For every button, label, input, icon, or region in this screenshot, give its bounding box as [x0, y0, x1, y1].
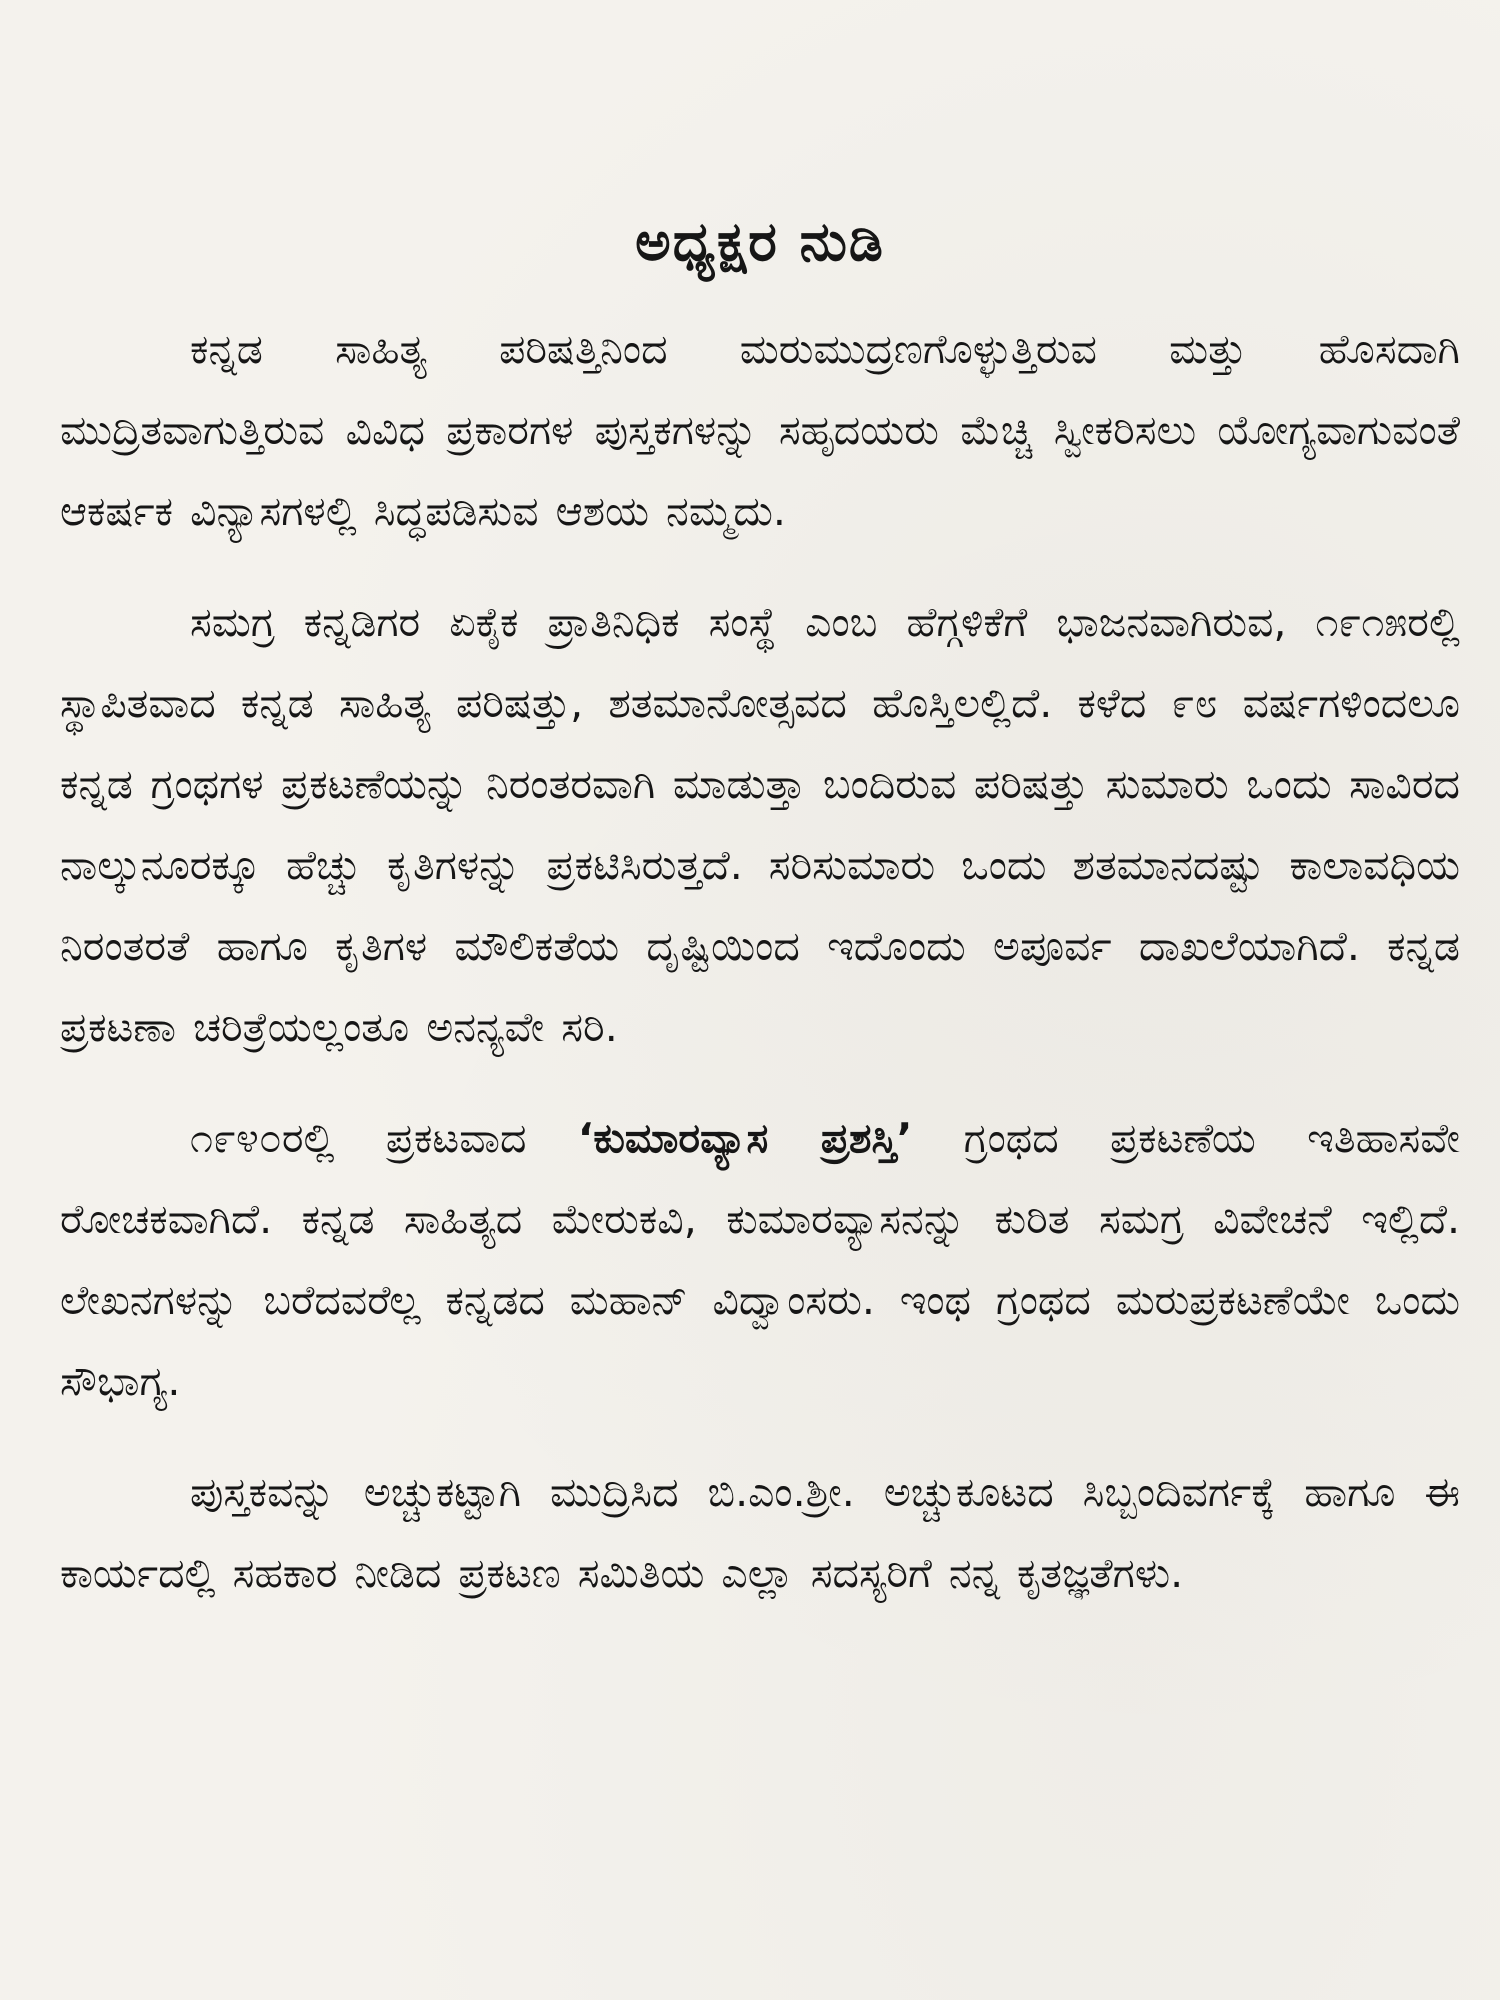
paragraph-2: ಸಮಗ್ರ ಕನ್ನಡಿಗರ ಏಕೈಕ ಪ್ರಾತಿನಿಧಿಕ ಸಂಸ್ಥೆ ಎಂಬ ಹೆಗ್ಗಳಿಕೆಗೆ ಭಾಜನವಾಗಿರುವ, ೧೯೧೫ರಲ್ಲಿ ಸ್ಥಾಪಿತವಾದ ಕನ್ನಡ ಸಾಹಿತ್ಯ ಪರಿಷತ್ತು, ಶತಮಾನೋತ್ಸವದ ಹೊಸ್ತಿಲಲ್ಲಿದೆ. ಕಳೆದ ೯೮ ವರ್ಷಗಳಿಂದಲೂ ಕನ್ನಡ ಗ್ರಂಥಗಳ ಪ್ರಕಟಣೆಯನ್ನು ನಿರಂತರವಾಗಿ ಮಾಡುತ್ತಾ ಬಂದಿರುವ ಪರಿಷತ್ತು ಸುಮಾರು ಒಂದು ಸಾವಿರದ ನಾಲ್ಕುನೂರಕ್ಕೂ ಹೆಚ್ಚು ಕೃತಿಗಳನ್ನು ಪ್ರಕಟಿಸಿರುತ್ತದೆ. ಸರಿಸುಮಾರು ಒಂದು ಶತಮಾನದಷ್ಟು ಕಾಲಾವಧಿಯ ನಿರಂತರತೆ ಹಾಗೂ ಕೃತಿಗಳ ಮೌಲಿಕತೆಯ ದೃಷ್ಟಿಯಿಂದ ಇದೊಂದು ಅಪೂರ್ವ ದಾಖಲೆಯಾಗಿದೆ. ಕನ್ನಡ ಪ್ರಕಟಣಾ ಚರಿತ್ರೆಯಲ್ಲಂತೂ ಅನನ್ಯವೇ ಸರಿ.: [60, 597, 1460, 1051]
paragraph-3-lead: ೧೯೪೦ರಲ್ಲಿ ಪ್ರಕಟವಾದ: [190, 1113, 578, 1162]
paragraph-3: [60, 1098, 1460, 1422]
paragraph-3-rest: ಗ್ರಂಥದ ಪ್ರಕಟಣೆಯ ಇತಿಹಾಸವೇ ರೋಚಕವಾಗಿದೆ. ಕನ್ನಡ ಸಾಹಿತ್ಯದ ಮೇರುಕವಿ, ಕುಮಾರವ್ಯಾಸನನ್ನು ಕುರಿತ ಸಮಗ್ರ ವಿವೇಚನೆ ಇಲ್ಲಿದೆ. ಲೇಖನಗಳನ್ನು ಬರೆದವರೆಲ್ಲ ಕನ್ನಡದ ಮಹಾನ್ ವಿದ್ವಾಂಸರು. ಇಂಥ ಗ್ರಂಥದ ಮರುಪ್ರಕಟಣೆಯೇ ಒಂದು ಸೌಭಾಗ್ಯ.: [60, 1113, 1460, 1405]
page-title: ಅಧ್ಯಕ್ಷರ ನುಡಿ: [635, 210, 885, 273]
paragraph-1: ಕನ್ನಡ ಸಾಹಿತ್ಯ ಪರಿಷತ್ತಿನಿಂದ ಮರುಮುದ್ರಣಗೊಳ್ಳುತ್ತಿರುವ ಮತ್ತು ಹೊಸದಾಗಿ ಮುದ್ರಿತವಾಗುತ್ತಿರುವ ವಿವಿಧ ಪ್ರಕಾರಗಳ ಪುಸ್ತಕಗಳನ್ನು ಸಹೃದಯರು ಮೆಚ್ಚಿ ಸ್ವೀಕರಿಸಲು ಯೋಗ್ಯವಾಗುವಂತೆ ಆಕರ್ಷಕ ವಿನ್ಯಾಸಗಳಲ್ಲಿ ಸಿದ್ಧಪಡಿಸುವ ಆಶಯ ನಮ್ಮದು.: [60, 324, 1460, 535]
page-content: [60, 210, 1460, 1644]
paragraph-4: ಪುಸ್ತಕವನ್ನು ಅಚ್ಚುಕಟ್ಟಾಗಿ ಮುದ್ರಿಸಿದ ಬಿ.ಎಂ.ಶ್ರೀ. ಅಚ್ಚುಕೂಟದ ಸಿಬ್ಬಂದಿವರ್ಗಕ್ಕೆ ಹಾಗೂ ಈ ಕಾರ್ಯದಲ್ಲಿ ಸಹಕಾರ ನೀಡಿದ ಪ್ರಕಟಣ ಸಮಿತಿಯ ಎಲ್ಲಾ ಸದಸ್ಯರಿಗೆ ನನ್ನ ಕೃತಜ್ಞತೆಗಳು.: [60, 1467, 1460, 1597]
book-title-emphasis: ‘ಕುಮಾರವ್ಯಾಸ ಪ್ರಶಸ್ತಿ’: [577, 1113, 913, 1162]
